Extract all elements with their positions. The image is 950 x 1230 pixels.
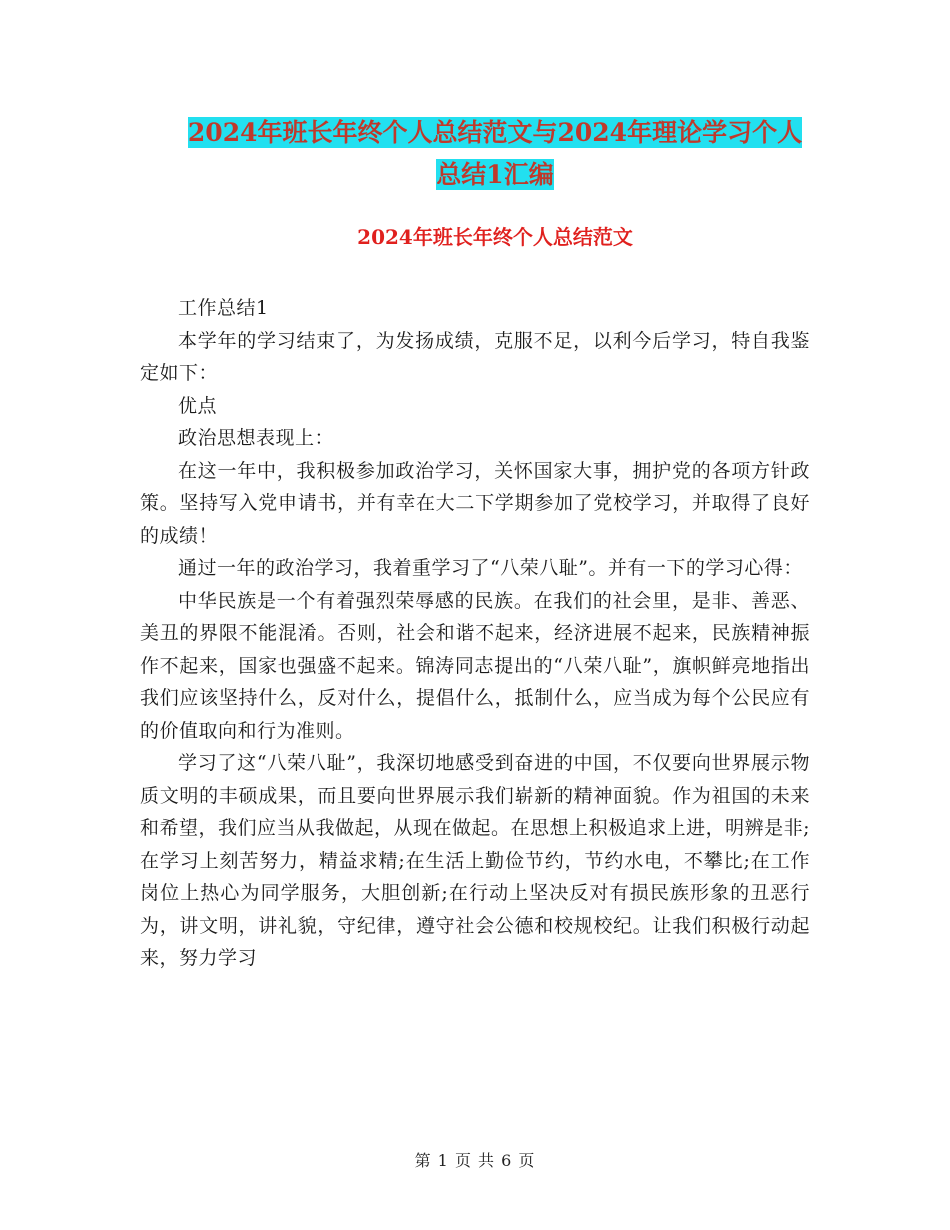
- document-body: [140, 292, 810, 975]
- paragraph: 工作总结1: [178, 297, 269, 319]
- paragraph: 通过一年的政治学习，我着重学习了“八荣八耻”。并有一下的学习心得：: [178, 557, 803, 579]
- document-title-line1: 2024年班长年终个人总结范文与2024年理论学习个人: [187, 118, 803, 147]
- paragraph: 在这一年中，我积极参加政治学习，关怀国家大事，拥护党的各项方针政策。坚持写入党申请书，并有幸在大二下学期参加了党校学习，并取得了良好的成绩！: [140, 459, 810, 547]
- paragraph: 本学年的学习结束了，为发扬成绩，克服不足，以利今后学习，特自我鉴定如下：: [140, 329, 810, 384]
- paragraph: 优点: [178, 394, 218, 417]
- paragraph: 学习了这“八荣八耻”，我深切地感受到奋进的中国，不仅要向世界展示物质文明的丰硕成果，而且要向世界展示我们崭新的精神面貌。作为祖国的未来和希望，我们应当从我做起，从现在做起。在思想上积极追求上进，明辨是非;在学习上刻苦努力，精益求精;在生活上勤俭节约，节约水电，不攀比;在工作岗位上热心为同学服务，大胆创新;在行动上坚决反对有损民族形象的丑恶行为，讲文明，讲礼貌，守纪律，遵守社会公德和校规校纪。让我们积极行动起来，努力学习: [140, 752, 810, 969]
- document-title: [140, 112, 850, 196]
- paragraph: 政治思想表现上：: [178, 427, 335, 449]
- section-title: 2024年班长年终个人总结范文: [357, 225, 633, 249]
- page-footer: 第 1 页 共 6 页: [414, 1151, 536, 1170]
- document-title-line2: 总结1汇编: [436, 160, 554, 189]
- paragraph: 中华民族是一个有着强烈荣辱感的民族。在我们的社会里，是非、善恶、美丑的界限不能混淆。否则，社会和谐不起来，经济进展不起来，民族精神振作不起来，国家也强盛不起来。锦涛同志提出的“八荣八耻”，旗帜鲜亮地指出我们应该坚持什么，反对什么，提倡什么，抵制什么，应当成为每个公民应有的价值取向和行为准则。: [140, 589, 810, 742]
